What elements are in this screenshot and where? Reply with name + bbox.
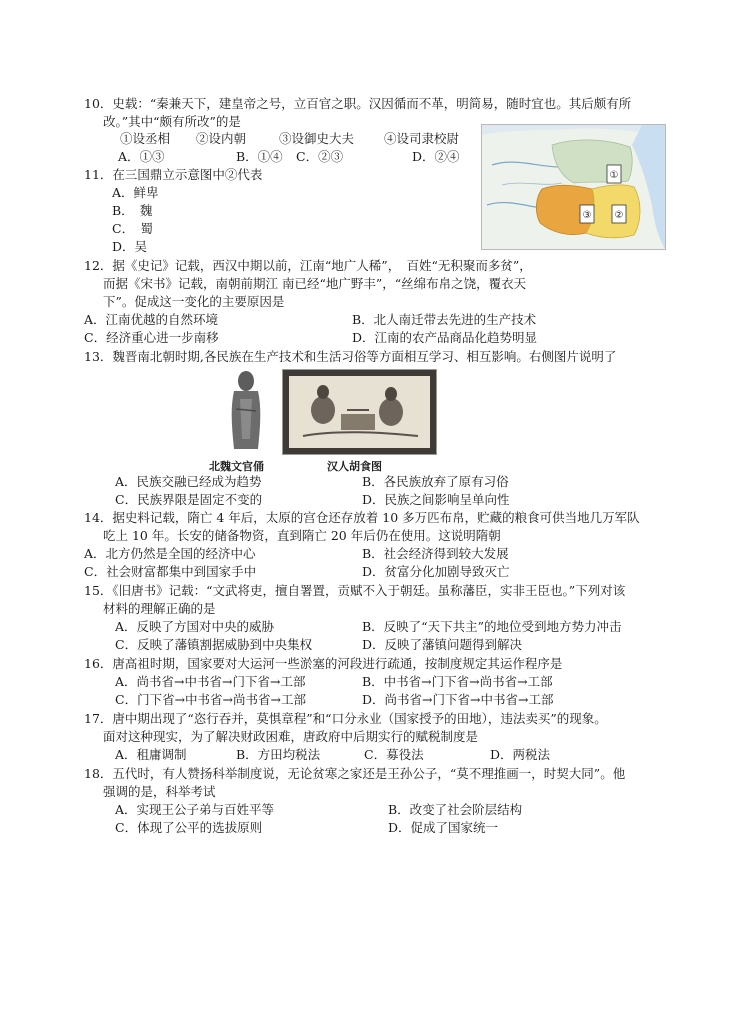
q10-option-b: B．①④	[236, 149, 283, 164]
q11-option-a: A．鲜卑	[112, 185, 159, 200]
q12-stem-line2: 而据《宋书》记载，南朝前期江 南已经“地广野丰”，“丝绵布帛之饶，覆衣天	[103, 276, 527, 291]
q16-option-d: D．尚书省→门下省→中书省→工部	[362, 692, 554, 707]
q14-stem-line1: 14．据史料记载，隋亡 4 年后，太原的宫仓还存放着 10 多万匹布帛，贮藏的粮食可供当地几万军队	[84, 510, 640, 525]
q11-option-d: D．吴	[112, 239, 148, 254]
q12-option-a: A．江南优越的自然环境	[84, 312, 219, 327]
q10-item-4: ④设司隶校尉	[384, 131, 460, 146]
q13-caption-painting: 汉人胡食图	[327, 460, 382, 473]
q10-item-3: ③设御史大夫	[279, 131, 355, 146]
q18-option-c: C．体现了公平的选拔原则	[115, 820, 263, 835]
q13-stem: 13．魏晋南北朝时期,各民族在生产技术和生活习俗等方面相互学习、相互影响。右侧图片说明了	[84, 349, 617, 364]
q16-option-c: C．门下省→中书省→尚书省→工部	[115, 692, 306, 707]
q13-option-c: C．民族界限是固定不变的	[115, 492, 263, 507]
q14-stem-line2: 吃上 10 年。长安的储备物资，直到隋亡 20 年后仍在使用。这说明隋朝	[103, 528, 501, 543]
q17-option-d: D．两税法	[490, 747, 551, 762]
map-illustration	[482, 125, 665, 249]
q16-option-a: A．尚书省→中书省→门下省→工部	[115, 674, 306, 689]
q12-stem-line3: 下”。促成这一变化的主要原因是	[103, 294, 285, 309]
han-hu-food-painting-image	[282, 369, 437, 455]
q10-item-1: ①设丞相	[120, 131, 171, 146]
q17-option-c: C．募役法	[364, 747, 424, 762]
q13-option-a: A．民族交融已经成为趋势	[115, 474, 262, 489]
q18-stem-line2: 强调的是，科举考试	[103, 784, 216, 799]
q13-caption-figurine: 北魏文官俑	[209, 460, 264, 473]
q15-option-d: D．反映了藩镇问题得到解决	[362, 637, 523, 652]
q10-stem-line2: 改。”其中“颇有所改”的是	[103, 114, 241, 129]
q16-stem: 16．唐高祖时期，国家要对大运河一些淤塞的河段进行疏通，按制度规定其运作程序是	[84, 656, 563, 671]
q10-item-2: ②设内朝	[196, 131, 247, 146]
q18-stem-line1: 18．五代时，有人赞扬科举制度说，无论贫寒之家还是王孙公子，“莫不理推画一，时契大同”。他	[84, 766, 626, 781]
q10-option-d: D．②④	[412, 149, 460, 164]
q11-option-c: C． 蜀	[112, 221, 153, 236]
q14-option-a: A．北方仍然是全国的经济中心	[84, 546, 256, 561]
q12-option-d: D．江南的农产品商品化趋势明显	[352, 330, 538, 345]
q17-option-b: B．方田均税法	[236, 747, 321, 762]
q14-option-b: B．社会经济得到较大发展	[362, 546, 509, 561]
q18-option-b: B．改变了社会阶层结构	[388, 802, 523, 817]
q17-option-a: A．租庸调制	[115, 747, 187, 762]
q10-option-c: C．②③	[296, 149, 344, 164]
q12-option-b: B．北人南迁带去先进的生产技术	[352, 312, 537, 327]
q17-stem-line1: 17．唐中期出现了“恣行吞并，莫惧章程”和“口分永业（国家授予的田地），违法卖买”的现象。	[84, 711, 607, 726]
map-label-2: ②	[614, 210, 624, 221]
q13-option-d: D．民族之间影响呈单向性	[362, 492, 510, 507]
q14-option-c: C．社会财富都集中到国家手中	[84, 564, 257, 579]
q16-option-b: B．中书省→门下省→尚书省→工部	[362, 674, 553, 689]
q15-stem-line2: 材料的理解正确的是	[103, 601, 216, 616]
q18-option-d: D．促成了国家统一	[388, 820, 499, 835]
map-label-1: ①	[609, 170, 619, 181]
q12-option-c: C．经济重心进一步南移	[84, 330, 219, 345]
map-label-3: ③	[582, 210, 592, 221]
q11-stem: 11．在三国鼎立示意图中②代表	[84, 167, 263, 182]
q15-option-c: C．反映了藩镇割据威胁到中央集权	[115, 637, 313, 652]
q18-option-a: A．实现王公子弟与百姓平等	[115, 802, 275, 817]
q10-stem-line1: 10．史载：“秦兼天下，建皇帝之号，立百官之职。汉因循而不革，明简易，随时宜也。其后颇有所	[84, 96, 632, 111]
q10-option-a: A．①③	[118, 149, 165, 164]
q12-stem-line1: 12．据《史记》记载，西汉中期以前，江南“地广人稀”， 百姓“无积聚而多贫”，	[84, 258, 532, 273]
q15-option-a: A．反映了方国对中央的威胁	[115, 619, 275, 634]
northern-wei-official-figurine-image	[226, 369, 266, 453]
q15-option-b: B．反映了“天下共主”的地位受到地方势力冲击	[362, 619, 622, 634]
q14-option-d: D．贫富分化加剧导致灭亡	[362, 564, 510, 579]
q17-stem-line2: 面对这种现实，为了解决财政困难，唐政府中后期实行的赋税制度是	[103, 729, 479, 744]
q11-option-b: B． 魏	[112, 203, 153, 218]
three-kingdoms-map	[481, 124, 666, 250]
q15-stem-line1: 15．《旧唐书》记载：“文武将吏，擅自署置，贡赋不入于朝廷。虽称藩臣，实非王臣也。”下列对该	[84, 583, 626, 598]
q13-option-b: B．各民族放弃了原有习俗	[362, 474, 509, 489]
